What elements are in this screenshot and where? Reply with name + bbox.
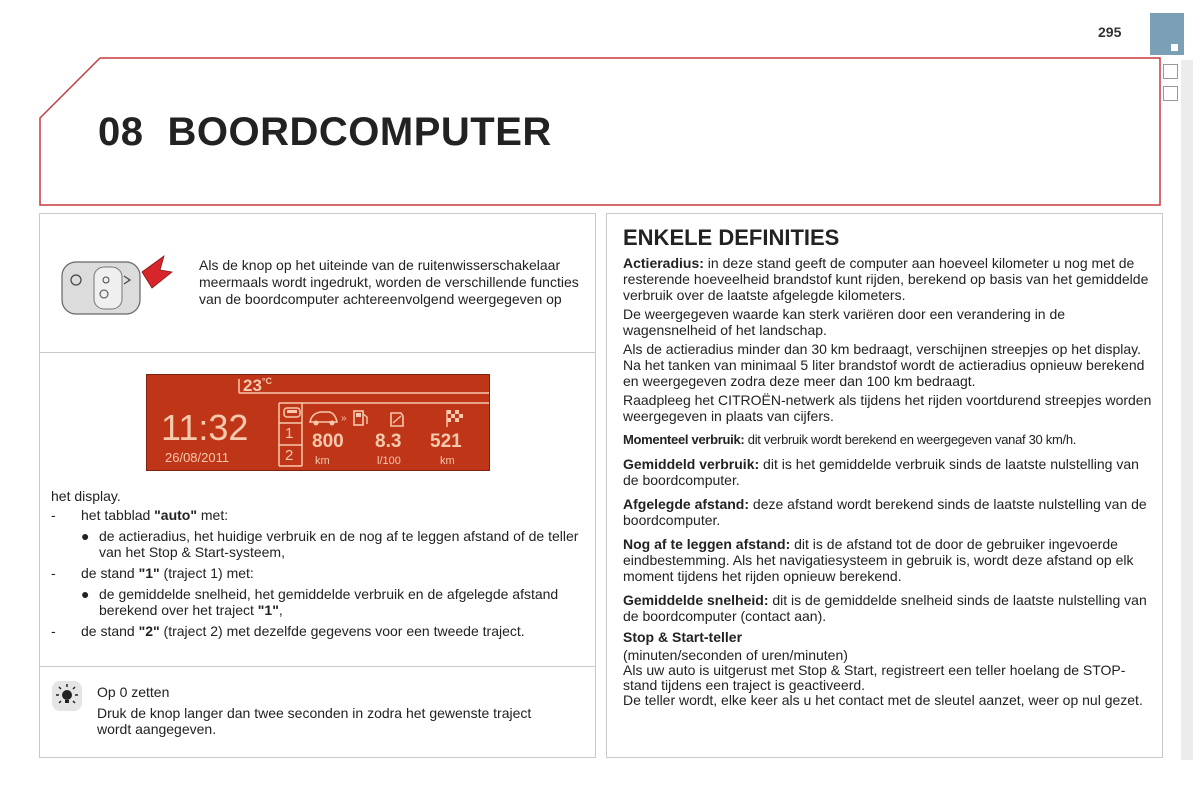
temperature-unit: °C [261,376,273,386]
t1-pre: de stand [81,565,139,581]
intro-text: Als de knop op het uiteinde van de ruitenwisserschakelaar meermaals wordt ingedrukt, worden de verschillende functies van de boordcomputer achtereenvolgend weergegeven op [199,257,579,307]
definitions-section [623,225,1153,708]
chapter-title [98,110,552,155]
fuel-pump-icon [352,407,370,429]
display-distance-unit: km [440,455,455,467]
actieradius-text: in deze stand geeft de computer aan hoeveel kilometer u nog met de resterende hoeveelheid brandstof kunt rijden, berekend op basis van het gemiddelde verbruik over de laatste afgelegde kilometers. [623,255,1149,303]
auto-sub-text: de actieradius, het huidige verbruik en de nog af te leggen afstand of de teller van het Stop & Start-systeem, [99,528,579,560]
t1-bold: "1" [138,565,160,581]
t1-sub-post: , [278,602,283,618]
display-tab-2: 2 [285,447,294,464]
afgelegde-afstand-text: deze afstand wordt berekend sinds de laatste nulstelling van de boordcomputer. [623,496,1147,528]
auto-tab-car-icon [281,405,305,421]
lightbulb-icon [52,681,82,711]
list-item-auto: - het tabblad "auto" met: [51,507,229,523]
wiper-stalk-illustration [54,242,174,332]
display-temperature [243,376,272,396]
display-time: 11:32 [161,407,249,448]
afgelegde-afstand-label: Afgelegde afstand: [623,496,750,512]
display-consumption-unit: l/100 [377,455,401,467]
display-range-unit: km [315,455,330,467]
def-nog-af-te-leggen [623,536,1153,584]
snelheid-text: dit is de gemiddelde snelheid sinds de laatste nulstelling van de boordcomputer (contact aan). [623,592,1147,624]
nog-af-label: Nog af te leggen afstand: [623,536,791,552]
display-modes-description [51,488,581,644]
def-stop-start-text-1: Als uw auto is uitgerust met Stop & Start, registreert een teller hoelang de STOP-stand tijdens een traject is geactiveerd. [623,662,1126,693]
sub-item-trip-1: ● de gemiddelde snelheid, het gemiddelde verbruik en de afgelegde afstand berekend over het traject "1", [81,586,559,618]
fuel-can-icon [387,407,407,429]
page-number: 295 [1098,24,1122,40]
left-panel [39,213,596,758]
auto-pre: het tabblad [81,507,155,523]
reset-section [97,684,567,742]
gemiddeld-verbruik-text: dit is het gemiddelde verbruik sinds de laatste nulstelling van de boordcomputer. [623,456,1139,488]
list-item-trip-1: - de stand "1" (traject 1) met: [51,565,254,581]
momenteel-label: Momenteel verbruik: [623,432,745,447]
def-gemiddeld-verbruik [623,456,1153,488]
def-momenteel [623,432,1153,448]
reset-title: Op 0 zetten [97,684,170,700]
chapter-header [0,0,1200,210]
display-date: 26/08/2011 [165,450,230,465]
tip-badge [52,681,82,711]
chapter-frame [0,0,1200,210]
def-actieradius [623,255,1153,303]
def-para-4: Raadpleeg het CITROËN-netwerk als tijdens het rijden voortdurend streepjes worden weergegeven in plaats van cijfers. [623,392,1152,424]
chapter-name: BOORDCOMPUTER [167,110,552,154]
gemiddeld-verbruik-label: Gemiddeld verbruik: [623,456,760,472]
svg-text:»: » [341,413,347,424]
def-para-3: Als de actieradius minder dan 30 km bedraagt, verschijnen streepjes op het display. Na het tanken van minimaal 5 liter brandstof wordt de actieradius opnieuw berekend en weergegeven zodra deze meer dan 100 km bedraagt. [623,341,1145,389]
car-range-icon [307,407,357,429]
snelheid-label: Gemiddelde snelheid: [623,592,769,608]
right-panel [606,213,1163,758]
momenteel-text: dit verbruik wordt berekend en weergegeven vanaf 30 km/h. [744,432,1077,447]
t2-post: (traject 2) met dezelfde gegevens voor een tweede traject. [159,623,525,639]
auto-bold: "auto" [154,507,197,523]
def-gemiddelde-snelheid [623,592,1153,624]
def-stop-start-text-2: De teller wordt, elke keer als u het contact met de sleutel aanzet, weer op nul gezet. [623,692,1143,708]
actieradius-label: Actieradius: [623,255,704,271]
definitions-heading: ENKELE DEFINITIES [623,225,840,250]
temperature-value: 23 [243,376,262,395]
display-distance-value: 521 [430,431,462,452]
t2-bold: "2" [138,623,160,639]
stop-start-label: Stop & Start-teller [623,629,743,645]
checkered-flag-icon [445,408,465,428]
sub-item-auto: ● de actieradius, het huidige verbruik en de nog af te leggen afstand of de teller van het Stop & Start-systeem, [81,528,579,560]
t1-sub-pre: de gemiddelde snelheid, het gemiddelde verbruik en de afgelegde afstand berekend over het traject [99,586,559,618]
def-stop-start-unit: (minuten/seconden of uren/minuten) [623,647,848,663]
display-tab-1: 1 [285,425,294,442]
t1-sub-bold: "1" [257,602,279,618]
divider [40,352,595,353]
def-afgelegde-afstand [623,496,1153,528]
display-range-value: 800 [312,431,344,452]
nog-af-text: dit is de afstand tot de door de gebruiker ingevoerde eindbestemming. Als het navigatiesysteem in gebruik is, wordt deze afstand op elk moment tijdens het rijden opnieuw berekend. [623,536,1134,584]
def-para-2: De weergegeven waarde kan sterk variëren door een verandering in de wagensnelheid of het landschap. [623,306,1066,338]
t2-pre: de stand [81,623,139,639]
reset-text: Druk de knop langer dan twee seconden in zodra het gewenste traject wordt aangegeven. [97,705,532,737]
continuation-text: het display. [51,488,121,504]
chapter-number: 08 [98,110,144,154]
display-consumption-value: 8.3 [375,431,402,452]
list-item-trip-2: - de stand "2" (traject 2) met dezelfde gegevens voor een tweede traject. [51,623,525,639]
divider [40,666,595,667]
t1-post: (traject 1) met: [159,565,254,581]
multifunction-display [146,374,490,471]
auto-post: met: [197,507,229,523]
def-stop-start-label [623,629,1153,645]
